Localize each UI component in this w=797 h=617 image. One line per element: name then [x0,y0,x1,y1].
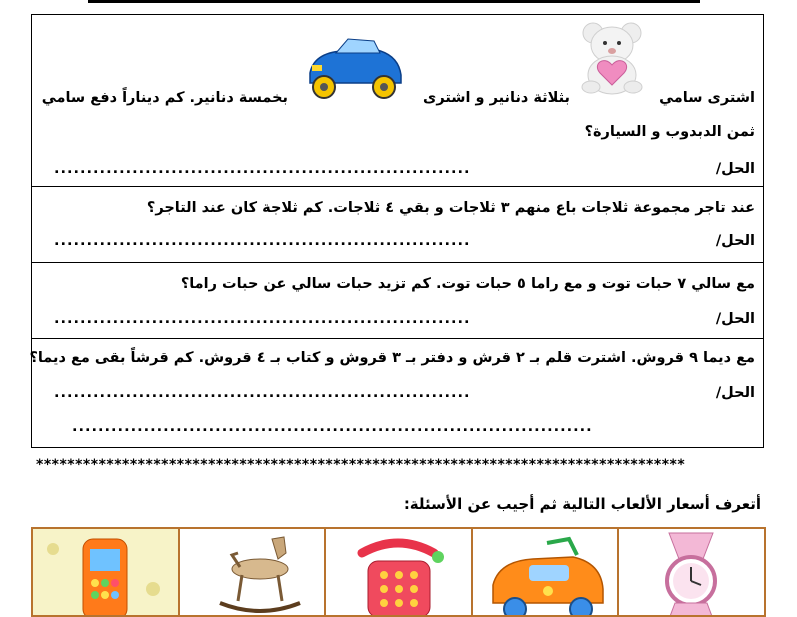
separator: *********************************************************************************** [36,457,686,473]
q1-line-2: ثمن الدبدوب و السيارة؟ [584,124,755,140]
q4-text: مع ديما ٩ قروش. اشترت قلم بـ ٢ قرش و دفتر بـ ٣ قروش و كتاب بـ ٤ قروش. كم قرشاً بقى مع ديما؟ [29,350,755,366]
instruction: أتعرف أسعار الألعاب التالية ثم أجيب عن الأسئلة: [403,495,761,513]
questions-frame [31,14,764,448]
watch-icon [619,529,764,615]
q3-answer-line[interactable]: ................................................................ [54,311,471,327]
q2-answer-line[interactable]: ................................................................ [54,233,471,249]
toys-row [31,527,766,617]
q4-answer-line-1[interactable]: ................................................................ [54,385,471,401]
q1-solution-label: الحل/ [715,161,755,177]
q4-solution-label: الحل/ [715,385,755,401]
top-rule [88,0,700,3]
teddy-bear-icon [577,19,647,95]
q4-answer-line-2[interactable]: ................................................................................ [72,419,593,435]
q1-part-c: بخمسة دنانير. كم ديناراً دفع سامي [41,90,288,106]
toy-car-icon [302,35,407,101]
rocking-horse-icon [180,529,325,615]
question-3 [32,263,763,339]
toy-phone-icon [33,529,178,615]
toy-cell-car [471,529,618,615]
question-2 [32,187,763,263]
toy-cell-watch [617,529,764,615]
q2-solution-label: الحل/ [715,233,755,249]
toy-telephone-icon [326,529,471,615]
toy-car-icon [473,529,618,615]
toy-cell-rocking-horse [178,529,325,615]
q1-part-a: اشترى سامي [659,90,755,106]
toy-cell-phone [33,529,178,615]
q1-answer-line[interactable]: ................................................................ [54,161,471,177]
toy-cell-telephone [324,529,471,615]
question-1 [32,15,763,187]
question-4 [29,339,763,449]
q2-text: عند تاجر مجموعة ثلاجات باع منهم ٣ ثلاجات و بقي ٤ ثلاجات. كم ثلاجة كان عند التاجر؟ [146,200,755,216]
q1-part-b: بثلاثة دنانير و اشترى [423,90,570,106]
q3-solution-label: الحل/ [715,311,755,327]
q3-text: مع سالي ٧ حبات توت و مع راما ٥ حبات توت. كم تزيد حبات سالي عن حبات راما؟ [180,276,755,292]
